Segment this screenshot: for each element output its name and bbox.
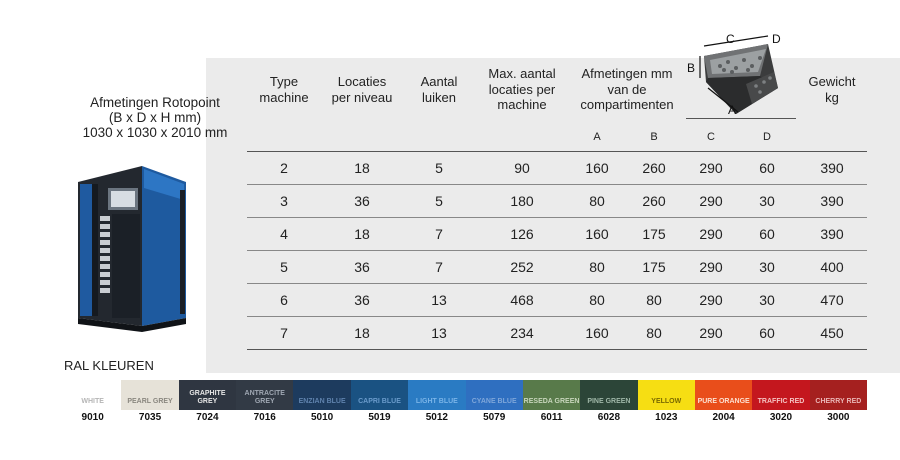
table-row bbox=[247, 251, 867, 284]
cell-max: 126 bbox=[510, 226, 534, 242]
swatch-label: CHERRY RED bbox=[815, 398, 862, 405]
swatch-label: PINE GREEN bbox=[587, 398, 631, 405]
title-line-2: (B x D x H mm) bbox=[108, 110, 202, 125]
swatch-reseda-green bbox=[523, 380, 580, 410]
cell-aantal: 13 bbox=[431, 325, 447, 341]
table-row bbox=[247, 185, 867, 218]
ral-code: 2004 bbox=[712, 412, 735, 423]
cell-gewicht: 390 bbox=[820, 226, 844, 242]
header-locaties-per-niveau: Locaties per niveau bbox=[331, 74, 393, 105]
swatch-label: CYANE BLUE bbox=[471, 398, 517, 405]
swatch-label: PURE ORANGE bbox=[697, 398, 750, 405]
cell-locaties: 18 bbox=[354, 325, 370, 341]
swatch-label: GRAPHITE GREY bbox=[189, 390, 226, 405]
swatch-yellow bbox=[638, 380, 695, 410]
swatch-light-blue bbox=[408, 380, 465, 410]
swatch-label: ANTRACITE GREY bbox=[244, 390, 285, 405]
compartment-dimensions-image bbox=[686, 32, 796, 118]
compartment-label-a: A bbox=[728, 103, 737, 117]
table-row bbox=[247, 317, 867, 350]
ral-swatch-strip bbox=[64, 380, 867, 410]
cell-d: 30 bbox=[759, 193, 775, 209]
swatch-label: CAPRI BLUE bbox=[358, 398, 401, 405]
cell-gewicht: 390 bbox=[820, 160, 844, 176]
ral-colours-title: RAL KLEUREN bbox=[64, 358, 154, 373]
cell-max: 180 bbox=[510, 193, 534, 209]
cell-gewicht: 390 bbox=[820, 193, 844, 209]
cell-max: 252 bbox=[510, 259, 534, 275]
cell-gewicht: 470 bbox=[820, 292, 844, 308]
swatch-label: YELLOW bbox=[651, 398, 682, 405]
cell-c: 290 bbox=[699, 226, 723, 242]
table-row bbox=[247, 152, 867, 185]
swatch-antracite-grey bbox=[236, 380, 293, 410]
cell-type: 5 bbox=[280, 259, 288, 275]
subheader-b: B bbox=[650, 131, 658, 143]
header-aantal-luiken: Aantal luiken bbox=[420, 74, 458, 105]
swatch-enzian-blue bbox=[293, 380, 350, 410]
ral-code: 3020 bbox=[769, 412, 793, 423]
swatch-label: TRAFFIC RED bbox=[757, 398, 805, 405]
cell-aantal: 7 bbox=[435, 259, 443, 275]
cell-locaties: 36 bbox=[354, 193, 370, 209]
swatch-pearl-grey bbox=[121, 380, 178, 410]
ral-code: 5079 bbox=[483, 412, 506, 423]
cell-locaties: 36 bbox=[354, 292, 370, 308]
cell-aantal: 5 bbox=[435, 193, 443, 209]
cell-b: 260 bbox=[642, 160, 666, 176]
ral-code: 7016 bbox=[253, 412, 276, 423]
swatch-traffic-red bbox=[752, 380, 809, 410]
cell-a: 80 bbox=[589, 259, 605, 275]
compartment-label-d: D bbox=[772, 32, 781, 46]
header-gewicht-kg: Gewicht kg bbox=[808, 74, 856, 105]
ral-code: 6011 bbox=[540, 412, 563, 423]
rotopoint-machine-image bbox=[72, 160, 190, 332]
header-max-locaties: Max. aantal locaties per machine bbox=[488, 66, 556, 112]
cell-a: 160 bbox=[585, 160, 609, 176]
swatch-label: RESEDA GREEN bbox=[523, 398, 580, 405]
cell-d: 60 bbox=[759, 325, 775, 341]
cell-d: 30 bbox=[759, 259, 775, 275]
cell-max: 90 bbox=[514, 160, 530, 176]
cell-b: 175 bbox=[642, 259, 666, 275]
header-type-machine: Type machine bbox=[259, 74, 309, 105]
swatch-capri-blue bbox=[351, 380, 408, 410]
compartment-label-c: C bbox=[726, 32, 735, 46]
cell-locaties: 36 bbox=[354, 259, 370, 275]
ral-code: 9010 bbox=[81, 412, 104, 423]
cell-type: 7 bbox=[280, 325, 288, 341]
ral-code-row bbox=[64, 412, 867, 423]
cell-a: 160 bbox=[585, 226, 609, 242]
swatch-label: WHITE bbox=[81, 398, 104, 405]
swatch-pine-green bbox=[580, 380, 637, 410]
swatch-white bbox=[64, 380, 121, 410]
ral-code: 5010 bbox=[310, 412, 334, 423]
cell-locaties: 18 bbox=[354, 226, 370, 242]
cell-c: 290 bbox=[699, 160, 723, 176]
cell-gewicht: 400 bbox=[820, 259, 844, 275]
table-row bbox=[247, 284, 867, 317]
cell-max: 234 bbox=[510, 325, 534, 341]
swatch-label: ENZIAN BLUE bbox=[298, 398, 346, 405]
cell-aantal: 5 bbox=[435, 160, 443, 176]
ral-code: 7035 bbox=[138, 412, 162, 423]
swatch-cherry-red bbox=[810, 380, 867, 410]
cell-a: 160 bbox=[585, 325, 609, 341]
cell-c: 290 bbox=[699, 325, 723, 341]
cell-d: 60 bbox=[759, 226, 775, 242]
cell-c: 290 bbox=[699, 259, 723, 275]
ral-code: 1023 bbox=[655, 412, 678, 423]
swatch-cyane-blue bbox=[466, 380, 523, 410]
cell-b: 80 bbox=[646, 325, 662, 341]
cell-locaties: 18 bbox=[354, 160, 370, 176]
header-afmetingen-compartimenten: Afmetingen mm van de compartimenten bbox=[580, 66, 674, 112]
subheader-c: C bbox=[707, 131, 715, 143]
cell-d: 60 bbox=[759, 160, 775, 176]
swatch-graphite-grey bbox=[179, 380, 236, 410]
subheader-d: D bbox=[763, 131, 771, 143]
cell-type: 4 bbox=[280, 226, 288, 242]
swatch-label: PEARL GREY bbox=[127, 398, 173, 405]
ral-code: 7024 bbox=[196, 412, 219, 423]
cell-type: 2 bbox=[280, 160, 288, 176]
cell-c: 290 bbox=[699, 193, 723, 209]
cell-a: 80 bbox=[589, 292, 605, 308]
cell-aantal: 13 bbox=[431, 292, 447, 308]
table-row bbox=[247, 218, 867, 251]
ral-code: 5019 bbox=[368, 412, 391, 423]
title-line-3: 1030 x 1030 x 2010 mm bbox=[82, 125, 228, 140]
ral-code: 6028 bbox=[597, 412, 621, 423]
compartment-label-b: B bbox=[687, 61, 696, 75]
cell-b: 260 bbox=[642, 193, 666, 209]
ral-code: 3000 bbox=[827, 412, 850, 423]
machine-dimensions-title bbox=[50, 95, 260, 140]
cell-d: 30 bbox=[759, 292, 775, 308]
ral-code: 5012 bbox=[425, 412, 448, 423]
cell-a: 80 bbox=[589, 193, 605, 209]
compartment-underline bbox=[686, 118, 796, 119]
cell-b: 80 bbox=[646, 292, 662, 308]
subheader-a: A bbox=[593, 131, 601, 143]
cell-b: 175 bbox=[642, 226, 666, 242]
swatch-pure-orange bbox=[695, 380, 752, 410]
title-line-1: Afmetingen Rotopoint bbox=[90, 95, 220, 110]
cell-gewicht: 450 bbox=[820, 325, 844, 341]
cell-max: 468 bbox=[510, 292, 534, 308]
cell-aantal: 7 bbox=[435, 226, 443, 242]
cell-c: 290 bbox=[699, 292, 723, 308]
cell-type: 6 bbox=[280, 292, 288, 308]
swatch-label: LIGHT BLUE bbox=[415, 398, 458, 405]
cell-type: 3 bbox=[280, 193, 288, 209]
